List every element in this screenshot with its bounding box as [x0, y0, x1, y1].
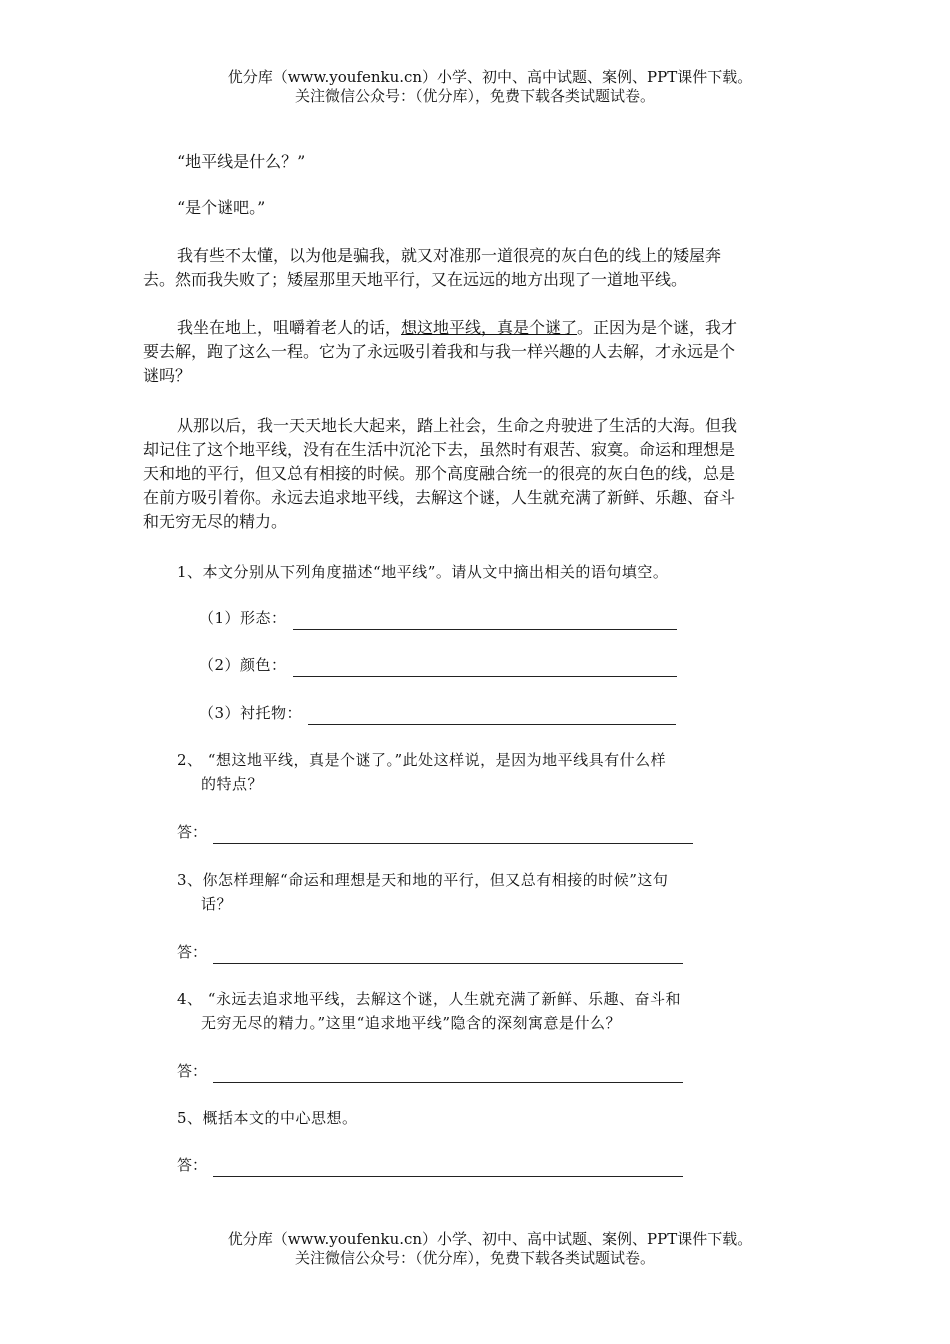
p4-underlined-sentence: 想这地平线，真是个谜了 [401, 318, 578, 337]
p4-text-before: 我坐在地上，咀嚼着老人的话， [177, 318, 402, 337]
q5-answer-blank[interactable] [213, 1158, 683, 1177]
header-line-1: 优分库（www.youfenku.cn）小学、初中、高中试题、案例、PPT课件下载。 [227, 68, 753, 86]
question-1: 1、本文分别从下列角度描述“地平线”。请从文中摘出相关的语句填空。 [177, 563, 669, 581]
q1-sub-3-label: （3）衬托物： [199, 704, 303, 722]
passage-paragraph-1: “地平线是什么？” [177, 152, 306, 171]
q1-sub-3 [199, 701, 676, 725]
q1-sub-2 [199, 653, 677, 677]
footer-line-2: 关注微信公众号：（优分库），免费下载各类试题试卷。 [294, 1249, 655, 1267]
q3-answer-blank[interactable] [213, 945, 683, 964]
q4-line-2: 无穷无尽的精力。”这里“追求地平线”隐含的深刻寓意是什么？ [201, 1014, 622, 1032]
q3-line-2: 话？ [201, 895, 233, 913]
p4-text-after: 。正因为是个谜，我才要去解，跑了这么一程。它为了永远吸引着我和与我一样兴趣的人去解，才永远是个谜吗？ [143, 318, 738, 385]
page-footer [0, 1230, 950, 1268]
q4-answer-blank[interactable] [213, 1064, 683, 1083]
q3-line-1: 3、你怎样理解“命运和理想是天和地的平行，但又总有相接的时候”这句 [177, 871, 669, 889]
question-4 [177, 987, 737, 1035]
question-3 [177, 868, 737, 916]
question-2 [177, 748, 737, 796]
q2-line-2: 的特点？ [201, 775, 264, 793]
q1-sub-2-blank[interactable] [293, 658, 677, 677]
q5-answer [177, 1153, 683, 1177]
q1-sub-2-label: （2）颜色： [199, 656, 287, 674]
passage-paragraph-3: 我有些不太懂，以为他是骗我，就又对准那一道很亮的灰白色的线上的矮屋奔去。然而我失败了；矮屋那里天地平行，又在远远的地方出现了一道地平线。 [143, 246, 722, 289]
q2-answer-blank[interactable] [213, 825, 693, 844]
q2-answer-label: 答： [177, 823, 208, 841]
q2-answer [177, 820, 693, 844]
passage-paragraph-5: 从那以后，我一天天地长大起来，踏上社会，生命之舟驶进了生活的大海。但我却记住了这个地平线，没有在生活中沉沦下去，虽然时有艰苦、寂寞。命运和理想是天和地的平行，但又总有相接的时候。那个高度融合统一的很亮的灰白色的线，总是在前方吸引着你。永远去追求地平线，去解这个谜，人生就充满了新鲜、乐趣、奋斗和无穷无尽的精力。 [143, 416, 738, 531]
q4-answer-label: 答： [177, 1062, 208, 1080]
q1-sub-1-label: （1）形态： [199, 609, 287, 627]
passage-paragraph-2: “是个谜吧。” [177, 198, 266, 217]
header-line-2: 关注微信公众号：（优分库），免费下载各类试题试卷。 [294, 87, 655, 105]
q5-answer-label: 答： [177, 1156, 208, 1174]
q1-sub-3-blank[interactable] [308, 706, 676, 725]
q1-sub-1 [199, 606, 677, 630]
q4-line-1: 4、 “永远去追求地平线，去解这个谜，人生就充满了新鲜、乐趣、奋斗和 [177, 990, 681, 1008]
q3-answer-label: 答： [177, 943, 208, 961]
q2-line-1: 2、 “想这地平线，真是个谜了。”此处这样说，是因为地平线具有什么样 [177, 751, 667, 769]
footer-line-1: 优分库（www.youfenku.cn）小学、初中、高中试题、案例、PPT课件下载。 [227, 1230, 753, 1248]
q4-answer [177, 1059, 683, 1083]
q3-answer [177, 940, 683, 964]
page-header [0, 68, 950, 106]
passage-paragraph-4 [143, 316, 745, 388]
question-5: 5、概括本文的中心思想。 [177, 1109, 358, 1127]
q1-sub-1-blank[interactable] [293, 611, 677, 630]
